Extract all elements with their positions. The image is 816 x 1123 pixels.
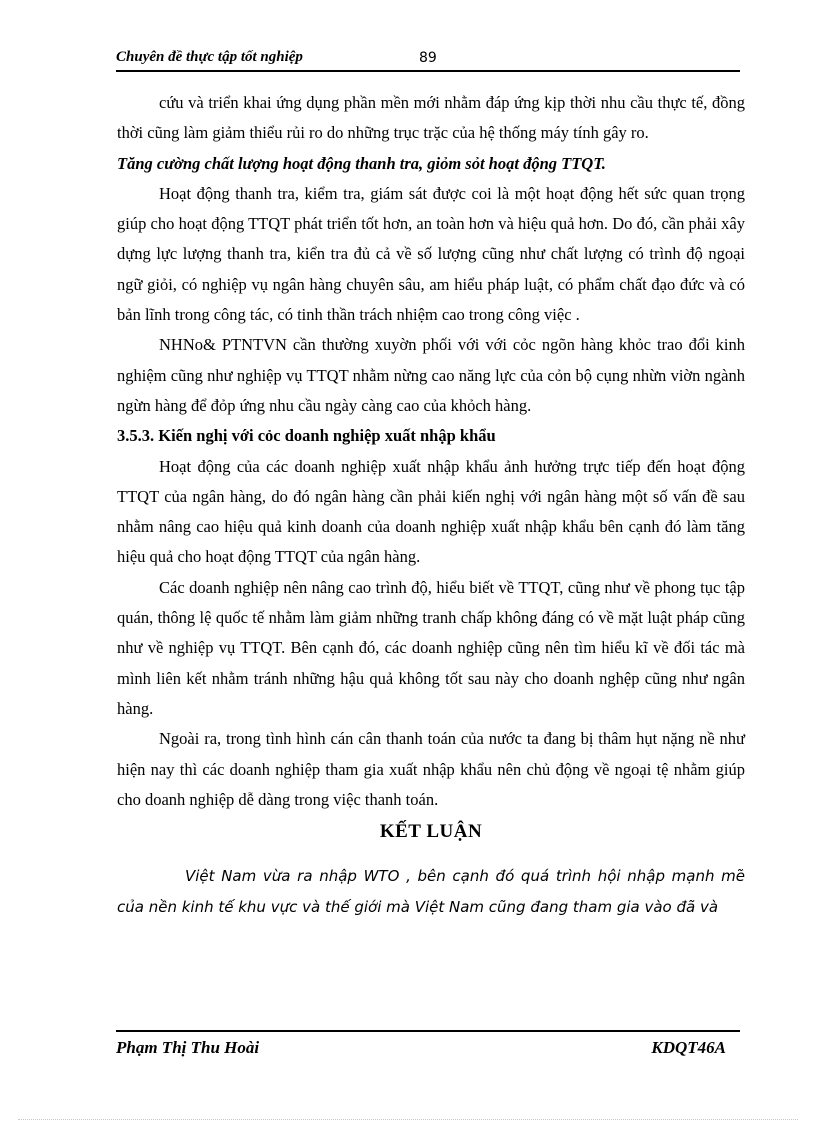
section-heading: 3.5.3. Kiến nghị với cỏc doanh nghiệp xuất nhập khẩu (117, 426, 496, 446)
page-boundary-line (18, 1119, 798, 1120)
page-number: 89 (419, 50, 437, 66)
paragraph: Các doanh nghiệp nên nâng cao trình độ, hiểu biết về TTQT, cũng như về phong tục tập quán, thông lệ quốc tế nhằm làm giảm những tranh chấp không đáng có về mặt luật pháp cũng như về nghiệp vụ TTQT. Bên cạnh đó, các doanh nghiệp cũng nên tìm hiểu kĩ về đối tác mà mình liên kết nhằm tránh những hậu quả không tốt sau này cho doanh nghệp cũng như ngân hàng. (117, 577, 745, 718)
author-name: Phạm Thị Thu Hoài (116, 1038, 260, 1057)
paragraph: NHNo& PTNTVN cần thường xuyờn phối với với cỏc ngõn hàng khỏc trao đổi kinh nghiệm cũng như nghiệp vụ TTQT nhằm nừng cao năng lực của cỏn bộ cụng nhừn viờn ngành ngừn hàng để đỏp ứng nhu cầu ngày càng cao của khỏch hàng. (117, 335, 745, 415)
page-footer (116, 1030, 740, 1062)
paragraph: Hoạt động thanh tra, kiểm tra, giám sát được coi là một hoạt động hết sức quan trọng giúp cho hoạt động TTQT phát triển tốt hơn, an toàn hơn và hiệu quả hơn. Do đó, cần phải xây dựng lực lượng thanh tra, kiển tra đủ cả về số lượng cũng như chất lượng có trình độ ngoại ngữ giỏi, có nghiệp vụ ngân hàng chuyên sâu, am hiểu pháp luật, có phẩm chất đạo đức và có bản lĩnh trong công tác, có tinh thần trách nhiệm cao trong công việc . (117, 183, 745, 325)
conclusion-heading: KẾT LUẬN (379, 821, 483, 843)
subheading: Tăng cường chất lượng hoạt động thanh tra, giỏm sỏt hoạt động TTQT. (117, 153, 606, 173)
header-title: Chuyên đề thực tập tốt nghiệp (116, 49, 303, 65)
class-code: KDQT46A (651, 1038, 726, 1057)
paragraph: Hoạt động của các doanh nghiệp xuất nhập khẩu ảnh hưởng trực tiếp đến hoạt động TTQT của ngân hàng, do đó ngân hàng cần phải kiến nghị với ngân hàng một số vấn đề sau nhằm nâng cao hiệu quả kinh doanh của doanh nghiệp xuất nhập khẩu bên cạnh đó làm tăng hiệu quả cho hoạt động TTQT của ngân hàng. (117, 456, 745, 567)
paragraph: cứu và triển khai ứng dụng phần mền mới nhằm đáp ứng kịp thời nhu cầu thực tế, đồng thời cũng làm giảm thiểu rủi ro do những trục trặc của hệ thống máy tính gây ro. (117, 93, 745, 143)
paragraph: Ngoài ra, trong tình hình cán cân thanh toán của nước ta đang bị thâm hụt nặng nề như hiện nay thì các doanh nghiệp tham gia xuất nhập khẩu nên chủ động về ngoại tệ nhằm giúp cho doanh nghiệp dễ dàng trong việc thanh toán. (117, 729, 745, 809)
conclusion-paragraph: Việt Nam vừa ra nhập WTO , bên cạnh đó quá trình hội nhập mạnh mẽ của nền kinh tế khu vực và thế giới mà Việt Nam cũng đang tham gia vào đã và (117, 867, 745, 917)
page-header (116, 48, 740, 72)
document-body (117, 88, 745, 923)
